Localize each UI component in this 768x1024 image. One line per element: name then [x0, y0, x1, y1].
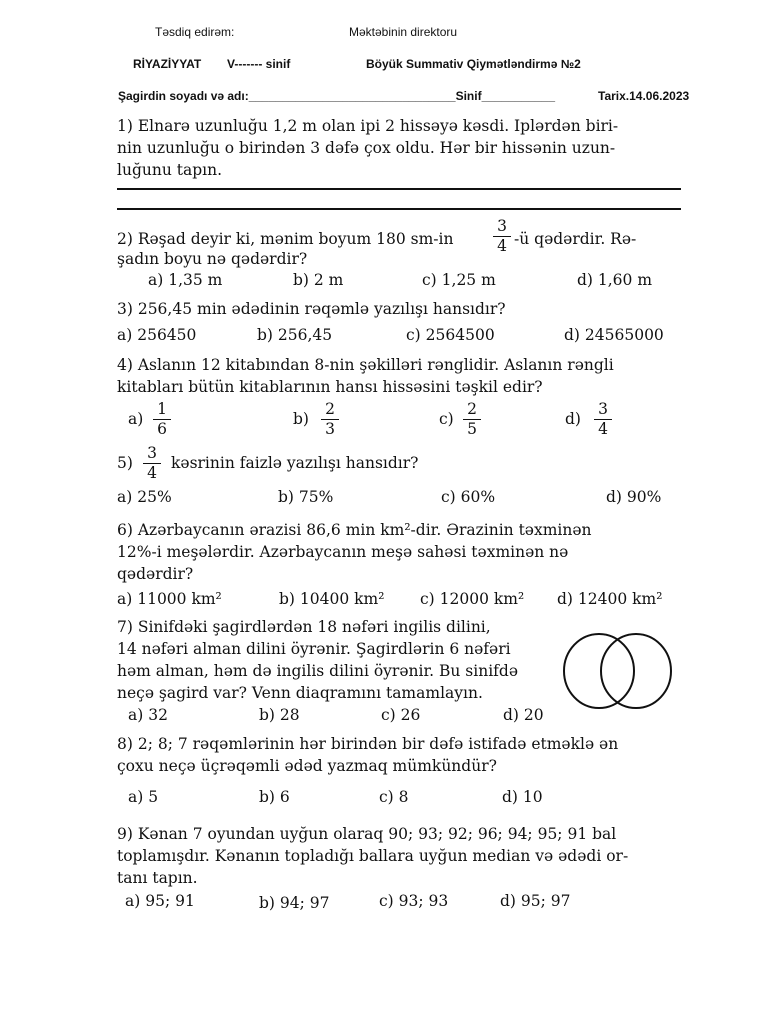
approve-label: Təsdiq edirəm:: [155, 25, 235, 39]
q2-line-1b: -ü qədərdir. Rə-: [514, 230, 637, 248]
q7-option-b[interactable]: b) 28: [259, 706, 300, 724]
q3-option-d[interactable]: d) 24565000: [564, 326, 664, 344]
q3-option-b[interactable]: b) 256,45: [257, 326, 333, 344]
q6-line-1: 6) Azərbaycanın ərazisi 86,6 min km²-dir. Ərazinin təxminən: [117, 521, 592, 539]
venn-circle-left[interactable]: [564, 634, 634, 708]
director-label: Məktəbinin direktoru: [349, 25, 458, 39]
subject-label: RİYAZİYYAT: [133, 57, 202, 71]
q5-option-b[interactable]: b) 75%: [278, 488, 334, 506]
q8-option-b[interactable]: b) 6: [259, 788, 290, 806]
q5-number: 5): [117, 454, 133, 472]
q7-option-d[interactable]: d) 20: [503, 706, 544, 724]
q9-option-d[interactable]: d) 95; 97: [500, 892, 571, 910]
q7-line-4: neçə şagird var? Venn diaqramını tamamlayın.: [117, 684, 483, 702]
venn-diagram[interactable]: [560, 630, 676, 714]
q6-option-c[interactable]: c) 12000 km²: [420, 590, 525, 608]
q4-option-a-fraction: 1 6: [153, 401, 171, 438]
q4-line-2: kitabları bütün kitablarının hansı hissəsini təşkil edir?: [117, 378, 543, 396]
q4-option-d[interactable]: d): [565, 410, 581, 428]
student-name-line: Şagirdin soyadı və adı:_______________________________Sinif___________: [118, 89, 556, 103]
q1-line-1: 1) Elnarə uzunluğu 1,2 m olan ipi 2 hissəyə kəsdi. Iplərdən biri-: [117, 117, 619, 135]
q4-option-c[interactable]: c): [439, 410, 454, 428]
q9-line-2: toplamışdır. Kənanın topladığı ballara uyğun median və ədədi or-: [117, 847, 629, 865]
q2-line-2: şadın boyu nə qədərdir?: [117, 250, 308, 268]
q5-option-a[interactable]: a) 25%: [117, 488, 172, 506]
q5-option-d[interactable]: d) 90%: [606, 488, 662, 506]
grade-label: V------- sinif: [227, 57, 291, 71]
q6-option-a[interactable]: a) 11000 km²: [117, 590, 222, 608]
q8-line-2: çoxu neçə üçrəqəmli ədəd yazmaq mümkündür?: [117, 757, 497, 775]
q9-option-b[interactable]: b) 94; 97: [259, 894, 330, 912]
q5-fraction: 3 4: [143, 445, 161, 482]
q6-line-2: 12%-i meşələrdir. Azərbaycanın meşə sahəsi təxminən nə: [117, 543, 569, 561]
q5-text: kəsrinin faizlə yazılışı hansıdır?: [171, 454, 419, 472]
q2-option-d[interactable]: d) 1,60 m: [577, 271, 653, 289]
q9-line-3: tanı tapın.: [117, 869, 198, 887]
q6-line-3: qədərdir?: [117, 565, 194, 583]
q3-option-a[interactable]: a) 256450: [117, 326, 197, 344]
q2-line-1a: 2) Rəşad deyir ki, mənim boyum 180 sm-in: [117, 230, 454, 248]
answer-line-1: [117, 188, 681, 190]
q7-line-1: 7) Sinifdəki şagirdlərdən 18 nəfəri ingilis dilini,: [117, 618, 491, 636]
q6-option-b[interactable]: b) 10400 km²: [279, 590, 385, 608]
q1-line-3: luğunu tapın.: [117, 161, 222, 179]
q4-line-1: 4) Aslanın 12 kitabından 8-nin şəkilləri rənglidir. Aslanın rəngli: [117, 356, 614, 374]
q8-option-c[interactable]: c) 8: [379, 788, 409, 806]
q9-line-1: 9) Kənan 7 oyundan uyğun olaraq 90; 93; 92; 96; 94; 95; 91 bal: [117, 825, 617, 843]
q7-line-3: həm alman, həm də ingilis dilini öyrənir. Bu sinifdə: [117, 662, 518, 680]
answer-line-2: [117, 208, 681, 210]
q7-option-a[interactable]: a) 32: [128, 706, 168, 724]
exam-title: Böyük Summativ Qiymətləndirmə №2: [366, 57, 581, 71]
q9-option-c[interactable]: c) 93; 93: [379, 892, 449, 910]
q2-fraction: 3 4: [493, 218, 511, 255]
q4-option-c-fraction: 2 5: [463, 401, 481, 438]
q3-option-c[interactable]: c) 2564500: [406, 326, 495, 344]
q4-option-a[interactable]: a): [128, 410, 144, 428]
q7-option-c[interactable]: c) 26: [381, 706, 421, 724]
q7-line-2: 14 nəfəri alman dilini öyrənir. Şagirdlərin 6 nəfəri: [117, 640, 511, 658]
q2-option-b[interactable]: b) 2 m: [293, 271, 344, 289]
q5-option-c[interactable]: c) 60%: [441, 488, 496, 506]
q8-option-a[interactable]: a) 5: [128, 788, 159, 806]
q4-option-b[interactable]: b): [293, 410, 309, 428]
q4-option-d-fraction: 3 4: [594, 401, 612, 438]
q2-option-a[interactable]: a) 1,35 m: [148, 271, 223, 289]
q9-option-a[interactable]: a) 95; 91: [125, 892, 195, 910]
exam-date: Tarix.14.06.2023: [598, 89, 690, 103]
q3-line-1: 3) 256,45 min ədədinin rəqəmlə yazılışı hansıdır?: [117, 300, 506, 318]
q8-option-d[interactable]: d) 10: [502, 788, 543, 806]
q6-option-d[interactable]: d) 12400 km²: [557, 590, 663, 608]
q8-line-1: 8) 2; 8; 7 rəqəmlərinin hər birindən bir dəfə istifadə etməklə ən: [117, 735, 619, 753]
q4-option-b-fraction: 2 3: [321, 401, 339, 438]
q1-line-2: nin uzunluğu o birindən 3 dəfə çox oldu. Hər bir hissənin uzun-: [117, 139, 616, 157]
venn-circle-right[interactable]: [601, 634, 671, 708]
q2-option-c[interactable]: c) 1,25 m: [422, 271, 496, 289]
